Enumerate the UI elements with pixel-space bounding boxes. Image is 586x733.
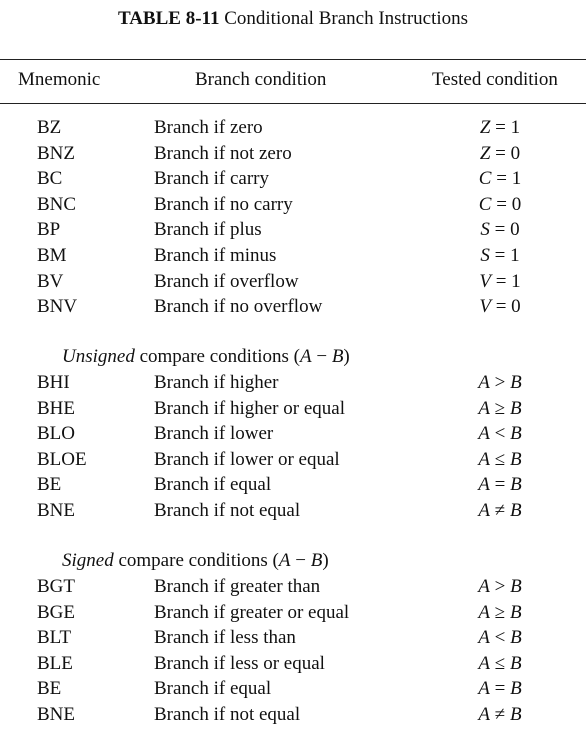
- condition-rhs: B: [509, 601, 522, 623]
- condition-rhs: 0: [511, 296, 521, 318]
- table-row: [0, 449, 586, 474]
- mnemonic-cell: BNV: [37, 296, 78, 318]
- condition-lhs: C: [478, 168, 492, 190]
- condition-rhs: B: [510, 627, 522, 649]
- condition-rhs: 1: [510, 245, 520, 266]
- branch-condition-cell: Branch if overflow: [154, 270, 299, 292]
- tested-condition-cell: [460, 602, 540, 624]
- section-signed-b: B: [310, 550, 323, 571]
- section-unsigned-b: B: [331, 346, 344, 367]
- mnemonic-cell: BE: [37, 678, 62, 700]
- condition-operator: ≥: [494, 397, 506, 419]
- condition-rhs: B: [509, 448, 522, 470]
- condition-lhs: A: [478, 627, 490, 649]
- branch-condition-cell: Branch if not equal: [154, 500, 301, 521]
- condition-rhs: 1: [511, 168, 522, 190]
- condition-rhs: B: [509, 652, 522, 674]
- mnemonic-cell: BV: [37, 270, 64, 292]
- condition-operator: <: [494, 627, 506, 649]
- condition-lhs: A: [478, 372, 490, 393]
- condition-rhs: B: [509, 500, 522, 521]
- table-row: [0, 678, 586, 703]
- section-signed-a: A: [278, 550, 291, 571]
- tested-condition-cell: [460, 296, 540, 318]
- tested-condition-cell: [460, 627, 540, 649]
- condition-lhs: A: [478, 601, 491, 623]
- condition-operator: =: [496, 168, 507, 190]
- branch-condition-cell: Branch if zero: [154, 117, 263, 138]
- condition-lhs: Z: [479, 142, 491, 164]
- mnemonic-cell: BE: [37, 474, 62, 496]
- condition-rhs: 0: [510, 142, 521, 164]
- condition-lhs: A: [478, 652, 491, 674]
- condition-rhs: B: [510, 576, 522, 597]
- table-row: [0, 576, 586, 601]
- header-tested-condition: Tested condition: [432, 69, 558, 90]
- condition-rhs: B: [509, 704, 522, 725]
- condition-lhs: V: [479, 270, 491, 292]
- tested-condition-cell: [460, 398, 540, 420]
- mnemonic-cell: BLT: [37, 627, 72, 649]
- tested-condition-cell: [460, 704, 540, 726]
- condition-lhs: S: [480, 219, 490, 241]
- table-row: [0, 117, 586, 142]
- section-unsigned-close: ): [343, 346, 350, 367]
- tested-condition-cell: [460, 474, 540, 496]
- mnemonic-cell: BNC: [37, 193, 77, 215]
- table-number: TABLE 8-11: [117, 8, 220, 29]
- table-row: [0, 194, 586, 219]
- table-row: [0, 627, 586, 652]
- mnemonic-cell: BP: [37, 219, 61, 241]
- section-signed-close: ): [322, 550, 329, 571]
- section-signed: [62, 550, 329, 572]
- branch-condition-cell: Branch if lower: [154, 423, 274, 445]
- condition-rhs: 0: [511, 193, 522, 215]
- header-mnemonic: Mnemonic: [18, 69, 101, 90]
- condition-rhs: B: [510, 372, 522, 393]
- condition-operator: ≤: [494, 652, 506, 674]
- top-rule: [0, 59, 586, 60]
- condition-rhs: B: [509, 397, 522, 419]
- mnemonic-cell: BNZ: [37, 142, 75, 164]
- tested-condition-cell: [460, 372, 540, 394]
- branch-condition-cell: Branch if not equal: [154, 704, 301, 725]
- tested-condition-cell: [460, 449, 540, 471]
- table-row: [0, 704, 586, 729]
- condition-rhs: B: [510, 474, 522, 496]
- branch-condition-cell: Branch if less or equal: [154, 652, 325, 674]
- table-row: [0, 245, 586, 270]
- branch-condition-cell: Branch if minus: [154, 245, 277, 266]
- table-row: [0, 653, 586, 678]
- tested-condition-cell: [460, 245, 540, 267]
- condition-lhs: A: [478, 448, 491, 470]
- mnemonic-cell: BLE: [37, 652, 73, 674]
- tested-condition-cell: [460, 117, 540, 139]
- condition-lhs: A: [478, 576, 490, 597]
- mnemonic-cell: BC: [37, 168, 63, 190]
- condition-lhs: A: [478, 704, 491, 725]
- tested-condition-cell: [460, 678, 540, 700]
- condition-lhs: S: [480, 245, 490, 266]
- mnemonic-cell: BHE: [37, 397, 75, 419]
- table-row: [0, 296, 586, 321]
- condition-rhs: 1: [510, 117, 521, 138]
- mnemonic-cell: BHI: [37, 372, 70, 393]
- tested-condition-cell: [460, 219, 540, 241]
- condition-operator: =: [494, 245, 506, 266]
- condition-operator: =: [495, 296, 507, 318]
- condition-lhs: A: [478, 500, 491, 521]
- condition-operator: ≤: [494, 448, 506, 470]
- section-signed-word: Signed: [62, 550, 114, 571]
- condition-operator: ≥: [494, 601, 506, 623]
- condition-lhs: A: [478, 678, 490, 700]
- section-unsigned-rest: compare conditions (: [134, 346, 300, 367]
- condition-operator: >: [494, 576, 506, 597]
- mnemonic-cell: BNE: [37, 704, 75, 725]
- branch-condition-cell: Branch if carry: [154, 168, 269, 190]
- table-row: [0, 398, 586, 423]
- tested-condition-cell: [460, 653, 540, 675]
- tested-condition-cell: [460, 271, 540, 293]
- condition-rhs: B: [510, 678, 522, 700]
- tested-condition-cell: [460, 423, 540, 445]
- section-signed-rest: compare conditions (: [113, 550, 279, 571]
- mnemonic-cell: BZ: [37, 117, 62, 138]
- branch-condition-cell: Branch if no overflow: [154, 296, 323, 318]
- table-caption: Conditional Branch Instructions: [224, 8, 469, 29]
- section-signed-minus: −: [290, 550, 311, 571]
- branch-condition-cell: Branch if no carry: [154, 193, 293, 215]
- condition-rhs: B: [510, 423, 522, 445]
- tested-condition-cell: [460, 194, 540, 216]
- condition-operator: <: [494, 423, 506, 445]
- table-row: [0, 219, 586, 244]
- branch-condition-cell: Branch if greater than: [154, 576, 321, 597]
- condition-lhs: A: [478, 423, 490, 445]
- condition-operator: ≠: [494, 704, 506, 725]
- condition-lhs: V: [479, 296, 491, 318]
- branch-condition-cell: Branch if less than: [154, 627, 296, 649]
- mnemonic-cell: BM: [37, 245, 67, 266]
- section-unsigned-minus: −: [311, 346, 332, 367]
- table-row: [0, 168, 586, 193]
- section-unsigned-word: Unsigned: [62, 346, 135, 367]
- branch-condition-cell: Branch if higher: [154, 372, 279, 393]
- condition-lhs: C: [478, 193, 492, 215]
- mnemonic-cell: BGT: [37, 576, 75, 597]
- branch-condition-cell: Branch if greater or equal: [154, 601, 350, 623]
- table-title: [0, 8, 586, 30]
- branch-condition-cell: Branch if higher or equal: [154, 397, 345, 419]
- table-row: [0, 602, 586, 627]
- section-unsigned: [62, 346, 350, 368]
- section-unsigned-a: A: [299, 346, 312, 367]
- mnemonic-cell: BGE: [37, 601, 75, 623]
- condition-operator: =: [494, 474, 506, 496]
- branch-condition-cell: Branch if equal: [154, 678, 272, 700]
- table-row: [0, 271, 586, 296]
- header-branch-condition: Branch condition: [195, 69, 327, 90]
- mnemonic-cell: BLO: [37, 423, 75, 445]
- condition-operator: =: [495, 270, 507, 292]
- condition-operator: >: [494, 372, 506, 393]
- table-row: [0, 500, 586, 525]
- branch-condition-cell: Branch if lower or equal: [154, 448, 340, 470]
- condition-operator: =: [495, 117, 506, 138]
- tested-condition-cell: [460, 576, 540, 598]
- table-row: [0, 474, 586, 499]
- condition-rhs: 1: [511, 270, 521, 292]
- tested-condition-cell: [460, 168, 540, 190]
- tested-condition-cell: [460, 143, 540, 165]
- table-row: [0, 423, 586, 448]
- condition-lhs: A: [478, 397, 491, 419]
- condition-lhs: A: [478, 474, 490, 496]
- branch-condition-cell: Branch if equal: [154, 474, 272, 496]
- condition-operator: =: [496, 193, 507, 215]
- condition-operator: ≠: [494, 500, 506, 521]
- condition-lhs: Z: [479, 117, 491, 138]
- table-row: [0, 372, 586, 397]
- branch-condition-cell: Branch if plus: [154, 219, 262, 241]
- condition-operator: =: [495, 142, 506, 164]
- condition-rhs: 0: [510, 219, 520, 241]
- branch-condition-cell: Branch if not zero: [154, 142, 292, 164]
- mnemonic-cell: BLOE: [37, 448, 87, 470]
- mnemonic-cell: BNE: [37, 500, 75, 521]
- header-rule: [0, 103, 586, 104]
- condition-operator: =: [494, 678, 506, 700]
- condition-operator: =: [494, 219, 506, 241]
- table-row: [0, 143, 586, 168]
- tested-condition-cell: [460, 500, 540, 522]
